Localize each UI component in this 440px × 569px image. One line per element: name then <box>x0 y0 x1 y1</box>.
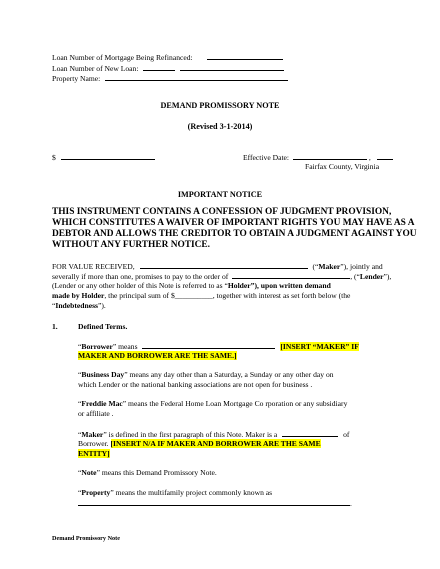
location: Fairfax County, Virginia <box>305 162 380 171</box>
property-name-blank <box>105 73 288 81</box>
def-property-line-2: . <box>78 498 352 509</box>
maker-blank <box>140 261 308 269</box>
year-blank <box>377 152 393 160</box>
value-para-line-4: made by Holder, the principal sum of $__________, together with interest as set forth below (the <box>52 291 351 300</box>
revised-date: (Revised 3-1-2014) <box>187 122 253 131</box>
value-para-line-2: severally if more than one, promises to pay to the order of , (“Lender”), <box>52 272 392 281</box>
def-maker-line-3: ENTITY] <box>78 449 110 458</box>
maker-term: Maker <box>318 262 341 271</box>
property-name-label: Property Name: <box>52 74 101 83</box>
maker-insert-note: [INSERT N/A IF MAKER AND BORROWER ARE THE SAME <box>110 439 321 448</box>
loan-refinanced-row <box>52 52 283 63</box>
maker-def-term: Maker <box>81 430 104 439</box>
def-borrower-line-2: MAKER AND BORROWER ARE THE SAME.] <box>78 351 237 360</box>
amount-blank <box>61 152 155 160</box>
def-business-day-line-2: which Lender or the national banking associations are not open for business . <box>78 380 313 389</box>
def-borrower-line-1: “Borrower” means [INSERT “MAKER” IF <box>78 342 359 351</box>
notice-line-3: DEBTOR AND ALLOWS THE CREDITOR TO OBTAIN A JUDGMENT AGAINST YOU <box>52 229 417 239</box>
maker-type-blank <box>282 429 338 437</box>
property-term: Property <box>81 488 111 497</box>
loan-new-blank-b <box>180 63 284 71</box>
borrower-insert-note: [INSERT “MAKER” IF <box>280 342 359 351</box>
def-property-line-1: “Property” means the multifamily project commonly known as <box>78 488 273 497</box>
notice-line-1: THIS INSTRUMENT CONTAINS A CONFESSION OF JUDGMENT PROVISION, <box>52 207 392 217</box>
dollar-sign: $ <box>52 153 56 162</box>
def-freddie-mac-line-1: “Freddie Mac” means the Federal Home Loan Mortgage Co rporation or any subsidiary <box>78 399 348 408</box>
effective-date-blank <box>293 152 367 160</box>
notice-title: IMPORTANT NOTICE <box>177 190 263 199</box>
loan-new-label: Loan Number of New Loan: <box>52 64 139 73</box>
property-blank <box>78 498 350 506</box>
def-maker-line-2: Borrower. [INSERT N/A IF MAKER AND BORROWER ARE THE SAME <box>78 439 321 448</box>
loan-refinanced-blank <box>207 52 283 60</box>
date-comma: , <box>368 153 371 162</box>
indebtedness-term: Indebtedness <box>55 301 98 310</box>
loan-refinanced-label: Loan Number of Mortgage Being Refinanced: <box>52 53 193 62</box>
def-business-day-line-1: “Business Day” means any day other than a Saturday, a Sunday or any other day on <box>78 370 334 379</box>
borrower-term: Borrower <box>81 342 113 351</box>
loan-new-blank-a <box>143 63 175 71</box>
section-number: 1. <box>52 322 58 331</box>
value-para-line-1: FOR VALUE RECEIVED, (“Maker”), jointly and <box>52 262 383 271</box>
business-day-term: Business Day <box>81 370 125 379</box>
value-para-line-3: (Lender or any other holder of this Note is referred to as “Holder”), upon written demand <box>52 281 331 290</box>
freddie-mac-term: Freddie Mac <box>81 399 123 408</box>
page-footer: Demand Promissory Note <box>52 535 120 542</box>
lender-term: Lender <box>359 272 384 281</box>
section-title: Defined Terms. <box>78 322 128 331</box>
def-freddie-mac-line-2: or affiliate . <box>78 409 114 418</box>
notice-line-2: WHICH CONSTITUTES A WAIVER OF IMPORTANT RIGHTS YOU MAY HAVE AS A <box>52 218 415 228</box>
note-term: Note <box>81 468 97 477</box>
lender-blank <box>232 271 350 279</box>
document-title: DEMAND PROMISSORY NOTE <box>160 101 280 110</box>
property-name-row <box>52 73 288 84</box>
borrower-blank <box>142 341 275 349</box>
notice-line-4: WITHOUT ANY FURTHER NOTICE. <box>52 240 211 250</box>
def-note: “Note” means this Demand Promissory Note. <box>78 468 217 477</box>
effective-date-label: Effective Date: <box>243 153 290 162</box>
holder-term: Holder <box>227 281 251 290</box>
amount-row <box>52 152 155 163</box>
def-maker-line-1: “Maker” is defined in the first paragraph of this Note. Maker is a of <box>78 430 350 439</box>
value-para-line-5: “Indebtedness”). <box>52 301 106 310</box>
